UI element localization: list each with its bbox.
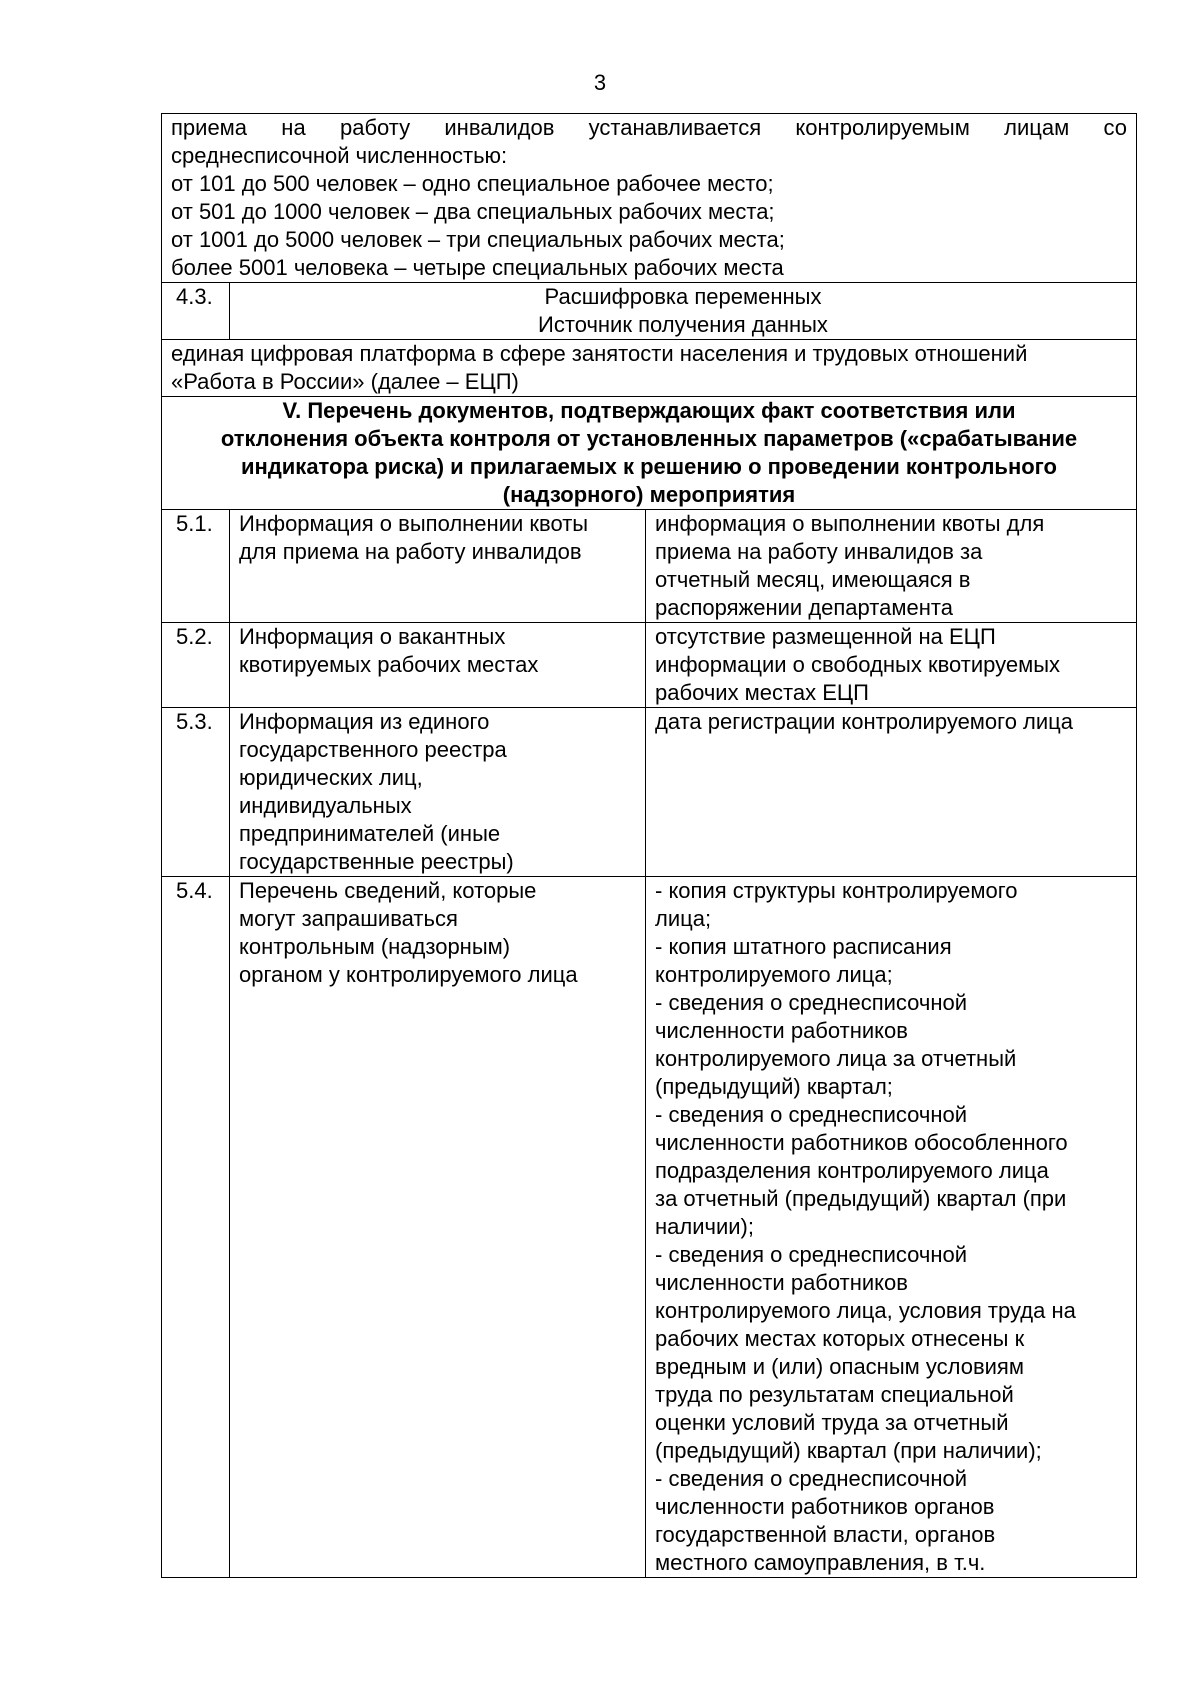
desc-line: - сведения о среднесписочной [655, 1466, 968, 1491]
name-line: Информация из единого [239, 709, 490, 734]
row-name-cell [230, 877, 646, 1578]
source-cell [162, 340, 1137, 397]
desc-line: (предыдущий) квартал (при наличии); [655, 1438, 1042, 1463]
desc-line: распоряжении департамента [655, 595, 953, 620]
source-line: единая цифровая платформа в сфере занятости населения и трудовых отношений [171, 341, 1028, 366]
row-desc-cell [646, 708, 1137, 877]
intro-line: от 501 до 1000 человек – два специальных рабочих места; [171, 199, 775, 224]
desc-line: отчетный месяц, имеющаяся в [655, 567, 971, 592]
name-line: Перечень сведений, которые [239, 878, 537, 903]
heading-line: Источник получения данных [538, 312, 828, 337]
row-desc-cell [646, 510, 1137, 623]
desc-line: отсутствие размещенной на ЕЦП [655, 624, 996, 649]
desc-line: контролируемого лица; [655, 962, 893, 987]
name-line: органом у контролируемого лица [239, 962, 578, 987]
name-line: для приема на работу инвалидов [239, 539, 582, 564]
section-heading-line: (надзорного) мероприятия [502, 482, 796, 507]
row-name-cell [230, 623, 646, 708]
row-4-3-heading [230, 283, 1137, 340]
desc-line: численности работников [655, 1018, 908, 1043]
desc-line: контролируемого лица за отчетный [655, 1046, 1017, 1071]
row-name-cell [230, 708, 646, 877]
row-4-3 [162, 283, 1137, 340]
name-line: Информация о вакантных [239, 624, 506, 649]
desc-line: труда по результатам специальной [655, 1382, 1014, 1407]
name-line: государственные реестры) [239, 849, 514, 874]
row-desc-cell [646, 623, 1137, 708]
desc-line: - копия штатного расписания [655, 934, 952, 959]
intro-line: от 101 до 500 человек – одно специальное рабочее место; [171, 171, 774, 196]
name-line: предпринимателей (иные [239, 821, 501, 846]
desc-line: - сведения о среднесписочной [655, 990, 968, 1015]
indicator-table [161, 113, 1137, 1578]
row-number: 5.1. [162, 510, 230, 623]
name-line: могут запрашиваться [239, 906, 458, 931]
desc-line: информация о выполнении квоты для [655, 511, 1045, 536]
desc-line: лица; [655, 906, 712, 931]
row-5-1 [162, 510, 1137, 623]
name-line: контрольным (надзорным) [239, 934, 511, 959]
intro-line: более 5001 человека – четыре специальных рабочих места [171, 255, 784, 280]
intro-line: приема на работу инвалидов устанавливается контролируемым лицам со [171, 115, 1127, 140]
desc-line: местного самоуправления, в т.ч. [655, 1550, 986, 1575]
desc-line: численности работников органов [655, 1494, 995, 1519]
section-v-heading [162, 397, 1137, 510]
intro-line: от 1001 до 5000 человек – три специальных рабочих места; [171, 227, 785, 252]
desc-line: - сведения о среднесписочной [655, 1242, 968, 1267]
desc-line: контролируемого лица, условия труда на [655, 1298, 1076, 1323]
name-line: Информация о выполнении квоты [239, 511, 589, 536]
desc-line: информации о свободных квотируемых [655, 652, 1061, 677]
row-number: 5.2. [162, 623, 230, 708]
row-number: 5.4. [162, 877, 230, 1578]
desc-line: приема на работу инвалидов за [655, 539, 983, 564]
section-heading-line: V. Перечень документов, подтверждающих факт соответствия или [282, 398, 1016, 423]
page-number: 3 [593, 70, 607, 95]
source-row [162, 340, 1137, 397]
heading-line: Расшифровка переменных [544, 284, 822, 309]
name-line: квотируемых рабочих местах [239, 652, 539, 677]
desc-line: рабочих местах которых отнесены к [655, 1326, 1025, 1351]
section-heading-line: индикатора риска) и прилагаемых к решению о проведении контрольного [241, 454, 1057, 479]
desc-line: (предыдущий) квартал; [655, 1074, 893, 1099]
source-line: «Работа в России» (далее – ЕЦП) [171, 369, 519, 394]
desc-line: дата регистрации контролируемого лица [655, 709, 1074, 734]
name-line: государственного реестра [239, 737, 507, 762]
intro-row [162, 114, 1137, 283]
row-number: 4.3. [162, 283, 230, 340]
desc-line: за отчетный (предыдущий) квартал (при [655, 1186, 1067, 1211]
desc-line: рабочих местах ЕЦП [655, 680, 869, 705]
intro-line: среднесписочной численностью: [171, 143, 508, 168]
desc-line: подразделения контролируемого лица [655, 1158, 1049, 1183]
row-desc-cell [646, 877, 1137, 1578]
desc-line: - сведения о среднесписочной [655, 1102, 968, 1127]
row-5-3 [162, 708, 1137, 877]
desc-line: государственной власти, органов [655, 1522, 996, 1547]
desc-line: - копия структуры контролируемого [655, 878, 1018, 903]
row-number: 5.3. [162, 708, 230, 877]
desc-line: численности работников обособленного [655, 1130, 1068, 1155]
desc-line: наличии); [655, 1214, 754, 1239]
row-5-2 [162, 623, 1137, 708]
row-5-4 [162, 877, 1137, 1578]
name-line: индивидуальных [239, 793, 412, 818]
name-line: юридических лиц, [239, 765, 423, 790]
row-name-cell [230, 510, 646, 623]
desc-line: оценки условий труда за отчетный [655, 1410, 1009, 1435]
section-heading-line: отклонения объекта контроля от установленных параметров («срабатывание [220, 426, 1078, 451]
desc-line: численности работников [655, 1270, 908, 1295]
desc-line: вредным и (или) опасным условиям [655, 1354, 1024, 1379]
intro-cell [162, 114, 1137, 283]
section-v-row [162, 397, 1137, 510]
